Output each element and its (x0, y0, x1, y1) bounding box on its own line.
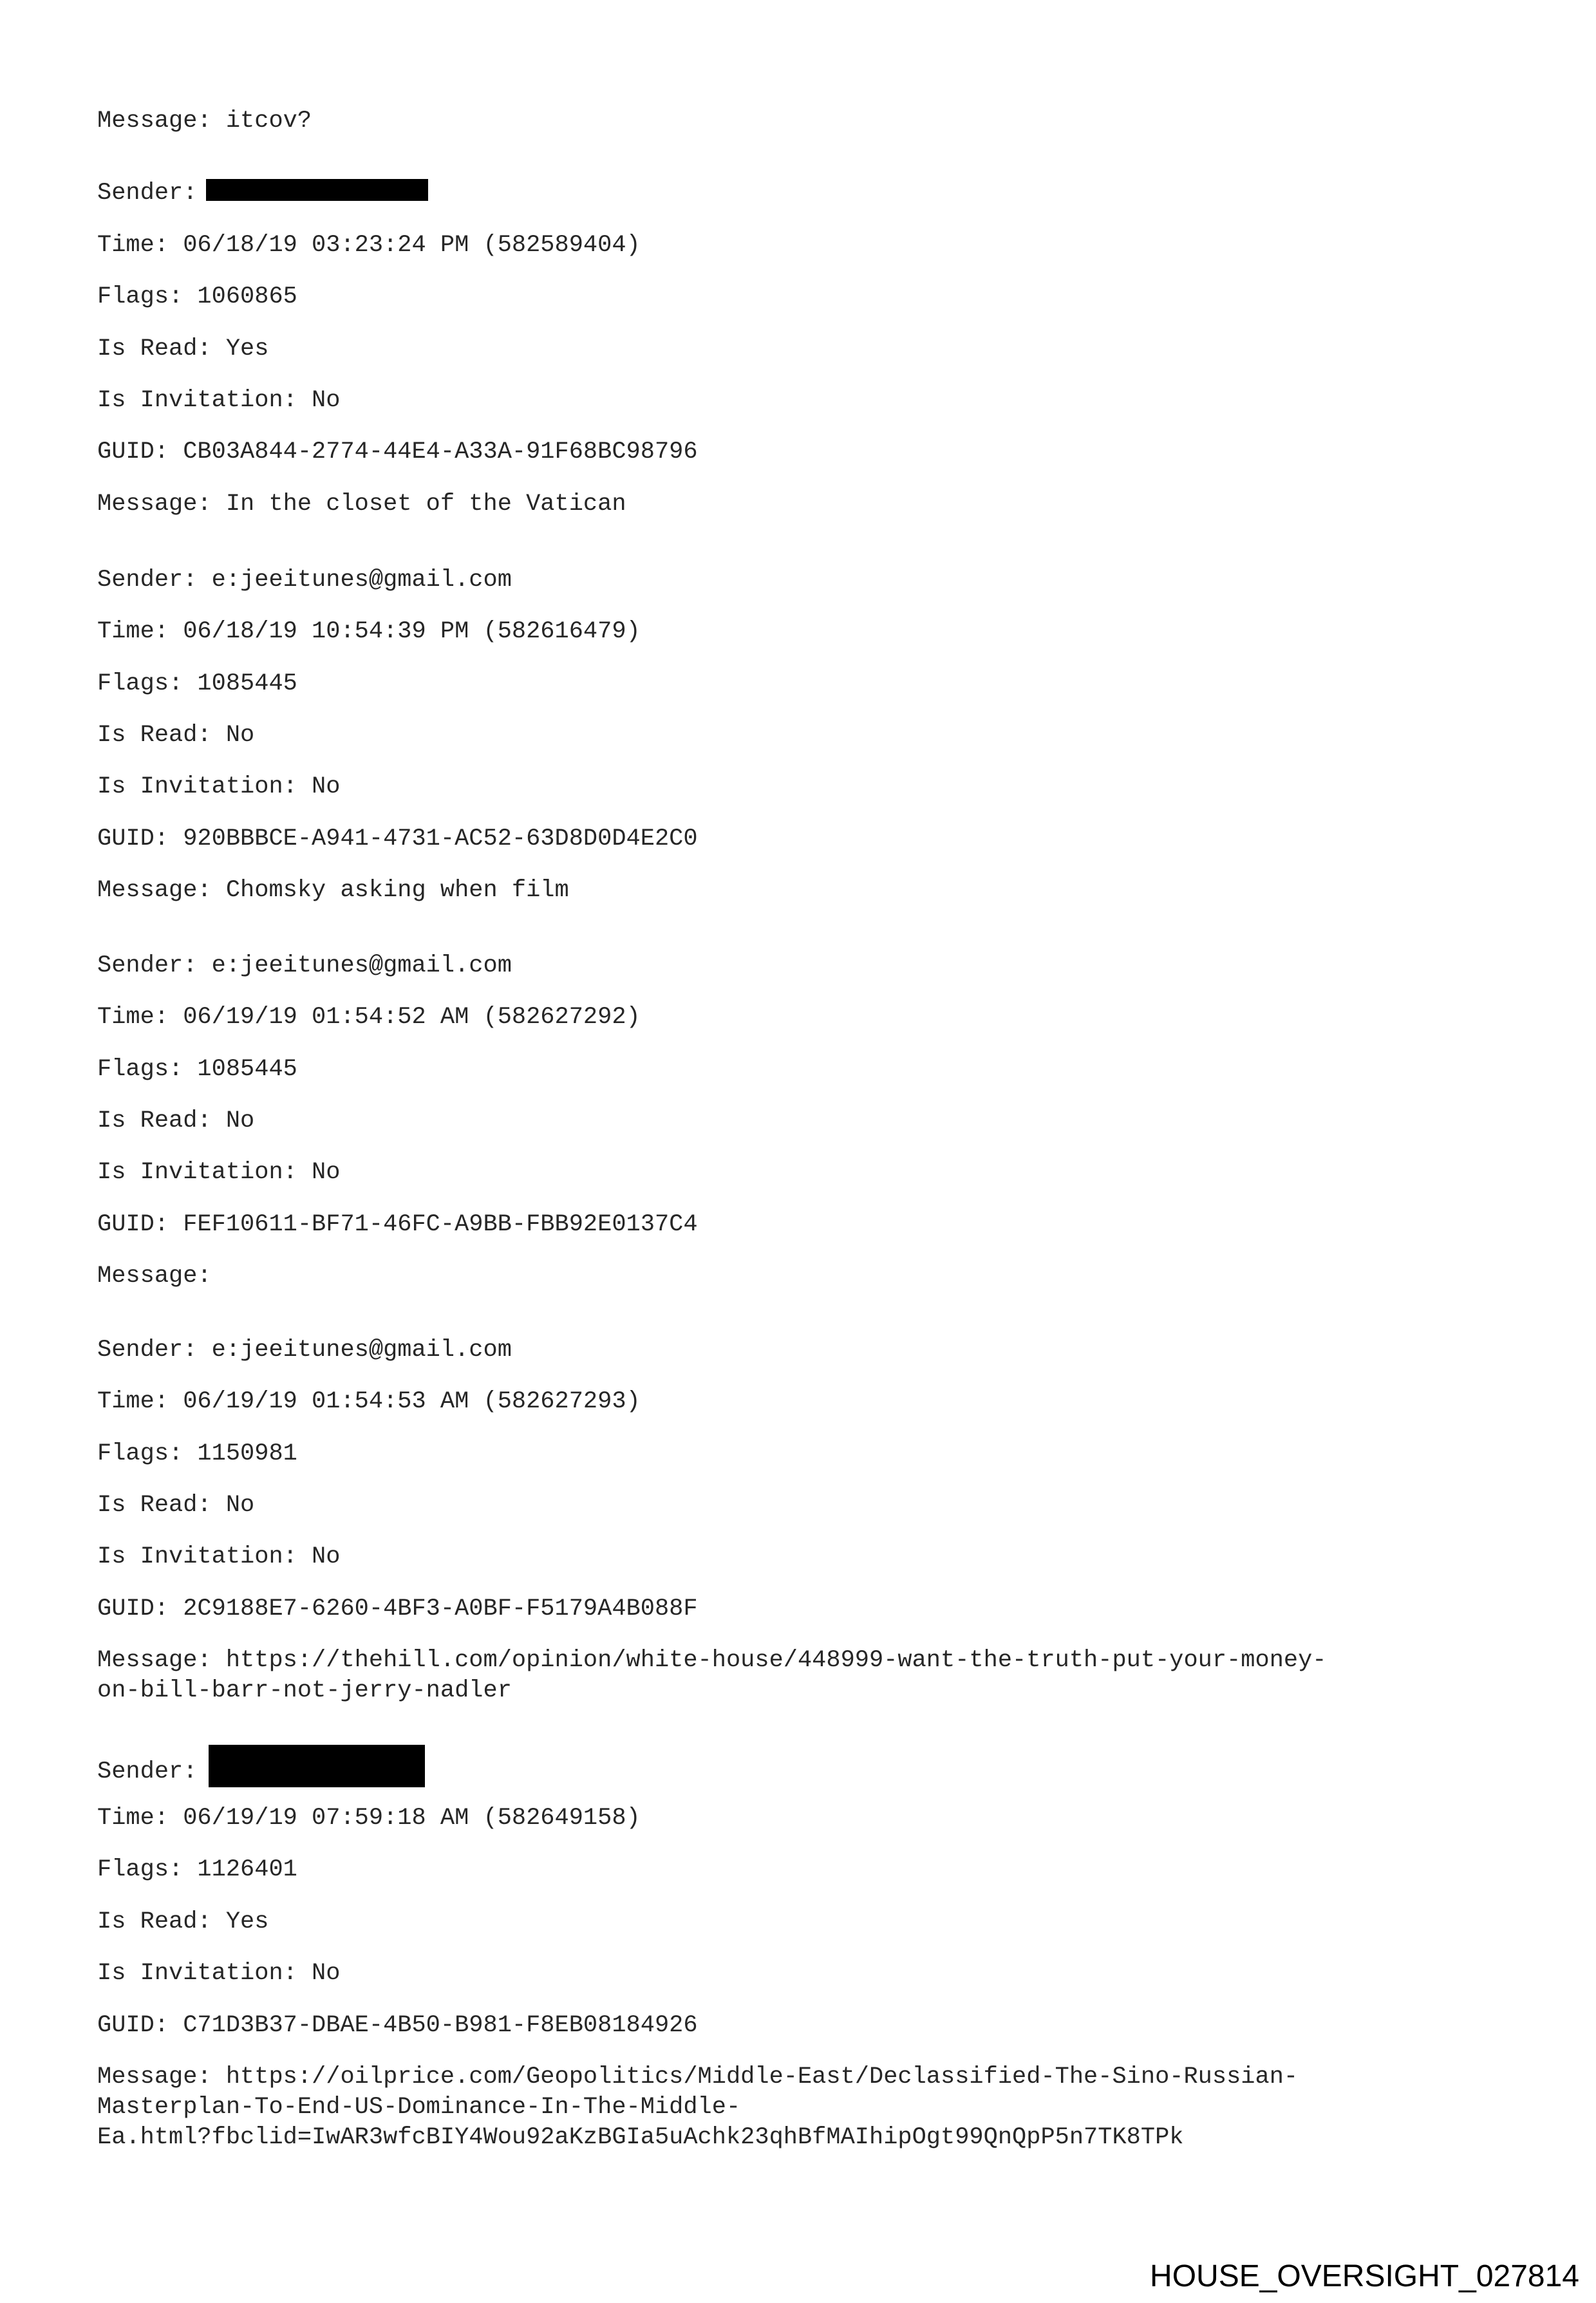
message-text: Message: https://thehill.com/opinion/white-house/448999-want-the-truth-put-your-money- (97, 1647, 1327, 1674)
is-read-line: Is Read: No (97, 1492, 255, 1519)
flags-line: Flags: 1085445 (97, 1056, 297, 1083)
is-invitation-line: Is Invitation: No (97, 387, 341, 414)
message-text: Message: In the closet of the Vatican (97, 491, 626, 518)
time-line: Time: 06/19/19 01:54:52 AM (582627292) (97, 1004, 641, 1031)
message-text: Message: (97, 1263, 212, 1290)
is-invitation-line: Is Invitation: No (97, 1543, 341, 1570)
flags-line: Flags: 1085445 (97, 670, 297, 697)
is-invitation-line: Is Invitation: No (97, 1960, 341, 1987)
time-line: Time: 06/19/19 07:59:18 AM (582649158) (97, 1805, 641, 1832)
message-text-continued: on-bill-barr-not-jerry-nadler (97, 1677, 512, 1704)
flags-line: Flags: 1126401 (97, 1856, 297, 1883)
sender-line: Sender: e:jeeitunes@gmail.com (97, 1337, 512, 1364)
is-invitation-line: Is Invitation: No (97, 773, 341, 800)
message-text-continued: Ea.html?fbclid=IwAR3wfcBIY4Wou92aKzBGIa5uAchk23qhBfMAIhipOgt99QnQpP5n7TK8TPk (97, 2124, 1184, 2151)
guid-line: GUID: 920BBBCE-A941-4731-AC52-63D8D0D4E2C0 (97, 825, 698, 852)
is-read-line: Is Read: Yes (97, 1908, 269, 1935)
message-text-continued: Masterplan-To-End-US-Dominance-In-The-Middle- (97, 2094, 741, 2121)
message-text: Message: https://oilprice.com/Geopolitics/Middle-East/Declassified-The-Sino-Russian- (97, 2063, 1299, 2091)
is-read-line: Is Read: No (97, 722, 255, 749)
sender-line: Sender: e:jeeitunes@gmail.com (97, 567, 512, 594)
message-text: Message: itcov? (97, 108, 312, 135)
redaction-box (206, 179, 428, 201)
sender-label: Sender: (97, 180, 198, 207)
message-text: Message: Chomsky asking when film (97, 877, 569, 904)
guid-line: GUID: C71D3B37-DBAE-4B50-B981-F8EB08184926 (97, 2012, 698, 2039)
flags-line: Flags: 1060865 (97, 283, 297, 310)
guid-line: GUID: CB03A844-2774-44E4-A33A-91F68BC98796 (97, 438, 698, 465)
redaction-box (209, 1745, 425, 1787)
time-line: Time: 06/19/19 01:54:53 AM (582627293) (97, 1388, 641, 1415)
flags-line: Flags: 1150981 (97, 1440, 297, 1467)
sender-line: Sender: e:jeeitunes@gmail.com (97, 952, 512, 979)
time-line: Time: 06/18/19 03:23:24 PM (582589404) (97, 232, 641, 259)
bates-number: HOUSE_OVERSIGHT_027814 (1150, 2259, 1579, 2293)
time-line: Time: 06/18/19 10:54:39 PM (582616479) (97, 618, 641, 645)
sender-line (97, 1750, 425, 1792)
is-read-line: Is Read: No (97, 1107, 255, 1134)
is-invitation-line: Is Invitation: No (97, 1159, 341, 1186)
guid-line: GUID: 2C9188E7-6260-4BF3-A0BF-F5179A4B088F (97, 1595, 698, 1622)
is-read-line: Is Read: Yes (97, 335, 269, 362)
sender-line (97, 178, 428, 209)
sender-label: Sender: (97, 1758, 198, 1785)
guid-line: GUID: FEF10611-BF71-46FC-A9BB-FBB92E0137C4 (97, 1211, 698, 1238)
